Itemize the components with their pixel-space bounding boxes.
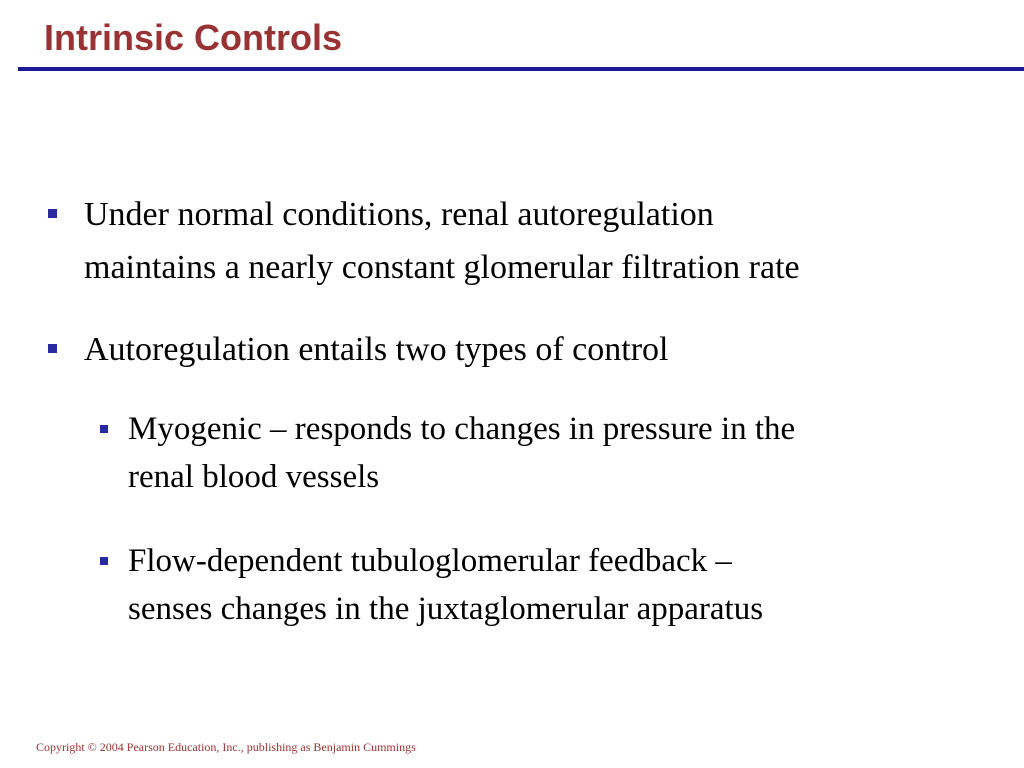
- bullet-text-line: maintains a nearly constant glomerular filtration rate: [84, 249, 800, 286]
- bullet-item-autoregulation-types: [84, 323, 669, 376]
- bullet-item-renal-autoregulation: [84, 188, 800, 294]
- square-bullet-icon: [48, 209, 57, 218]
- bullet-text-line: Under normal conditions, renal autoregulation: [84, 196, 714, 233]
- bullet-text-line: renal blood vessels: [128, 459, 380, 495]
- square-bullet-icon: [48, 344, 57, 353]
- slide-title: Intrinsic Controls: [44, 17, 343, 58]
- bullet-text-line: Myogenic – responds to changes in pressure in the: [128, 411, 796, 447]
- square-bullet-icon: [100, 425, 108, 433]
- sub-bullet-item-tubuloglomerular-feedback: [128, 537, 763, 633]
- square-bullet-icon: [100, 557, 108, 565]
- copyright-footer: Copyright © 2004 Pearson Education, Inc., publishing as Benjamin Cummings: [36, 740, 416, 754]
- bullet-text-line: Autoregulation entails two types of control: [84, 331, 669, 368]
- bullet-text-line: senses changes in the juxtaglomerular apparatus: [128, 591, 764, 627]
- bullet-text-line: Flow-dependent tubuloglomerular feedback –: [128, 543, 732, 579]
- sub-bullet-item-myogenic: [128, 405, 795, 501]
